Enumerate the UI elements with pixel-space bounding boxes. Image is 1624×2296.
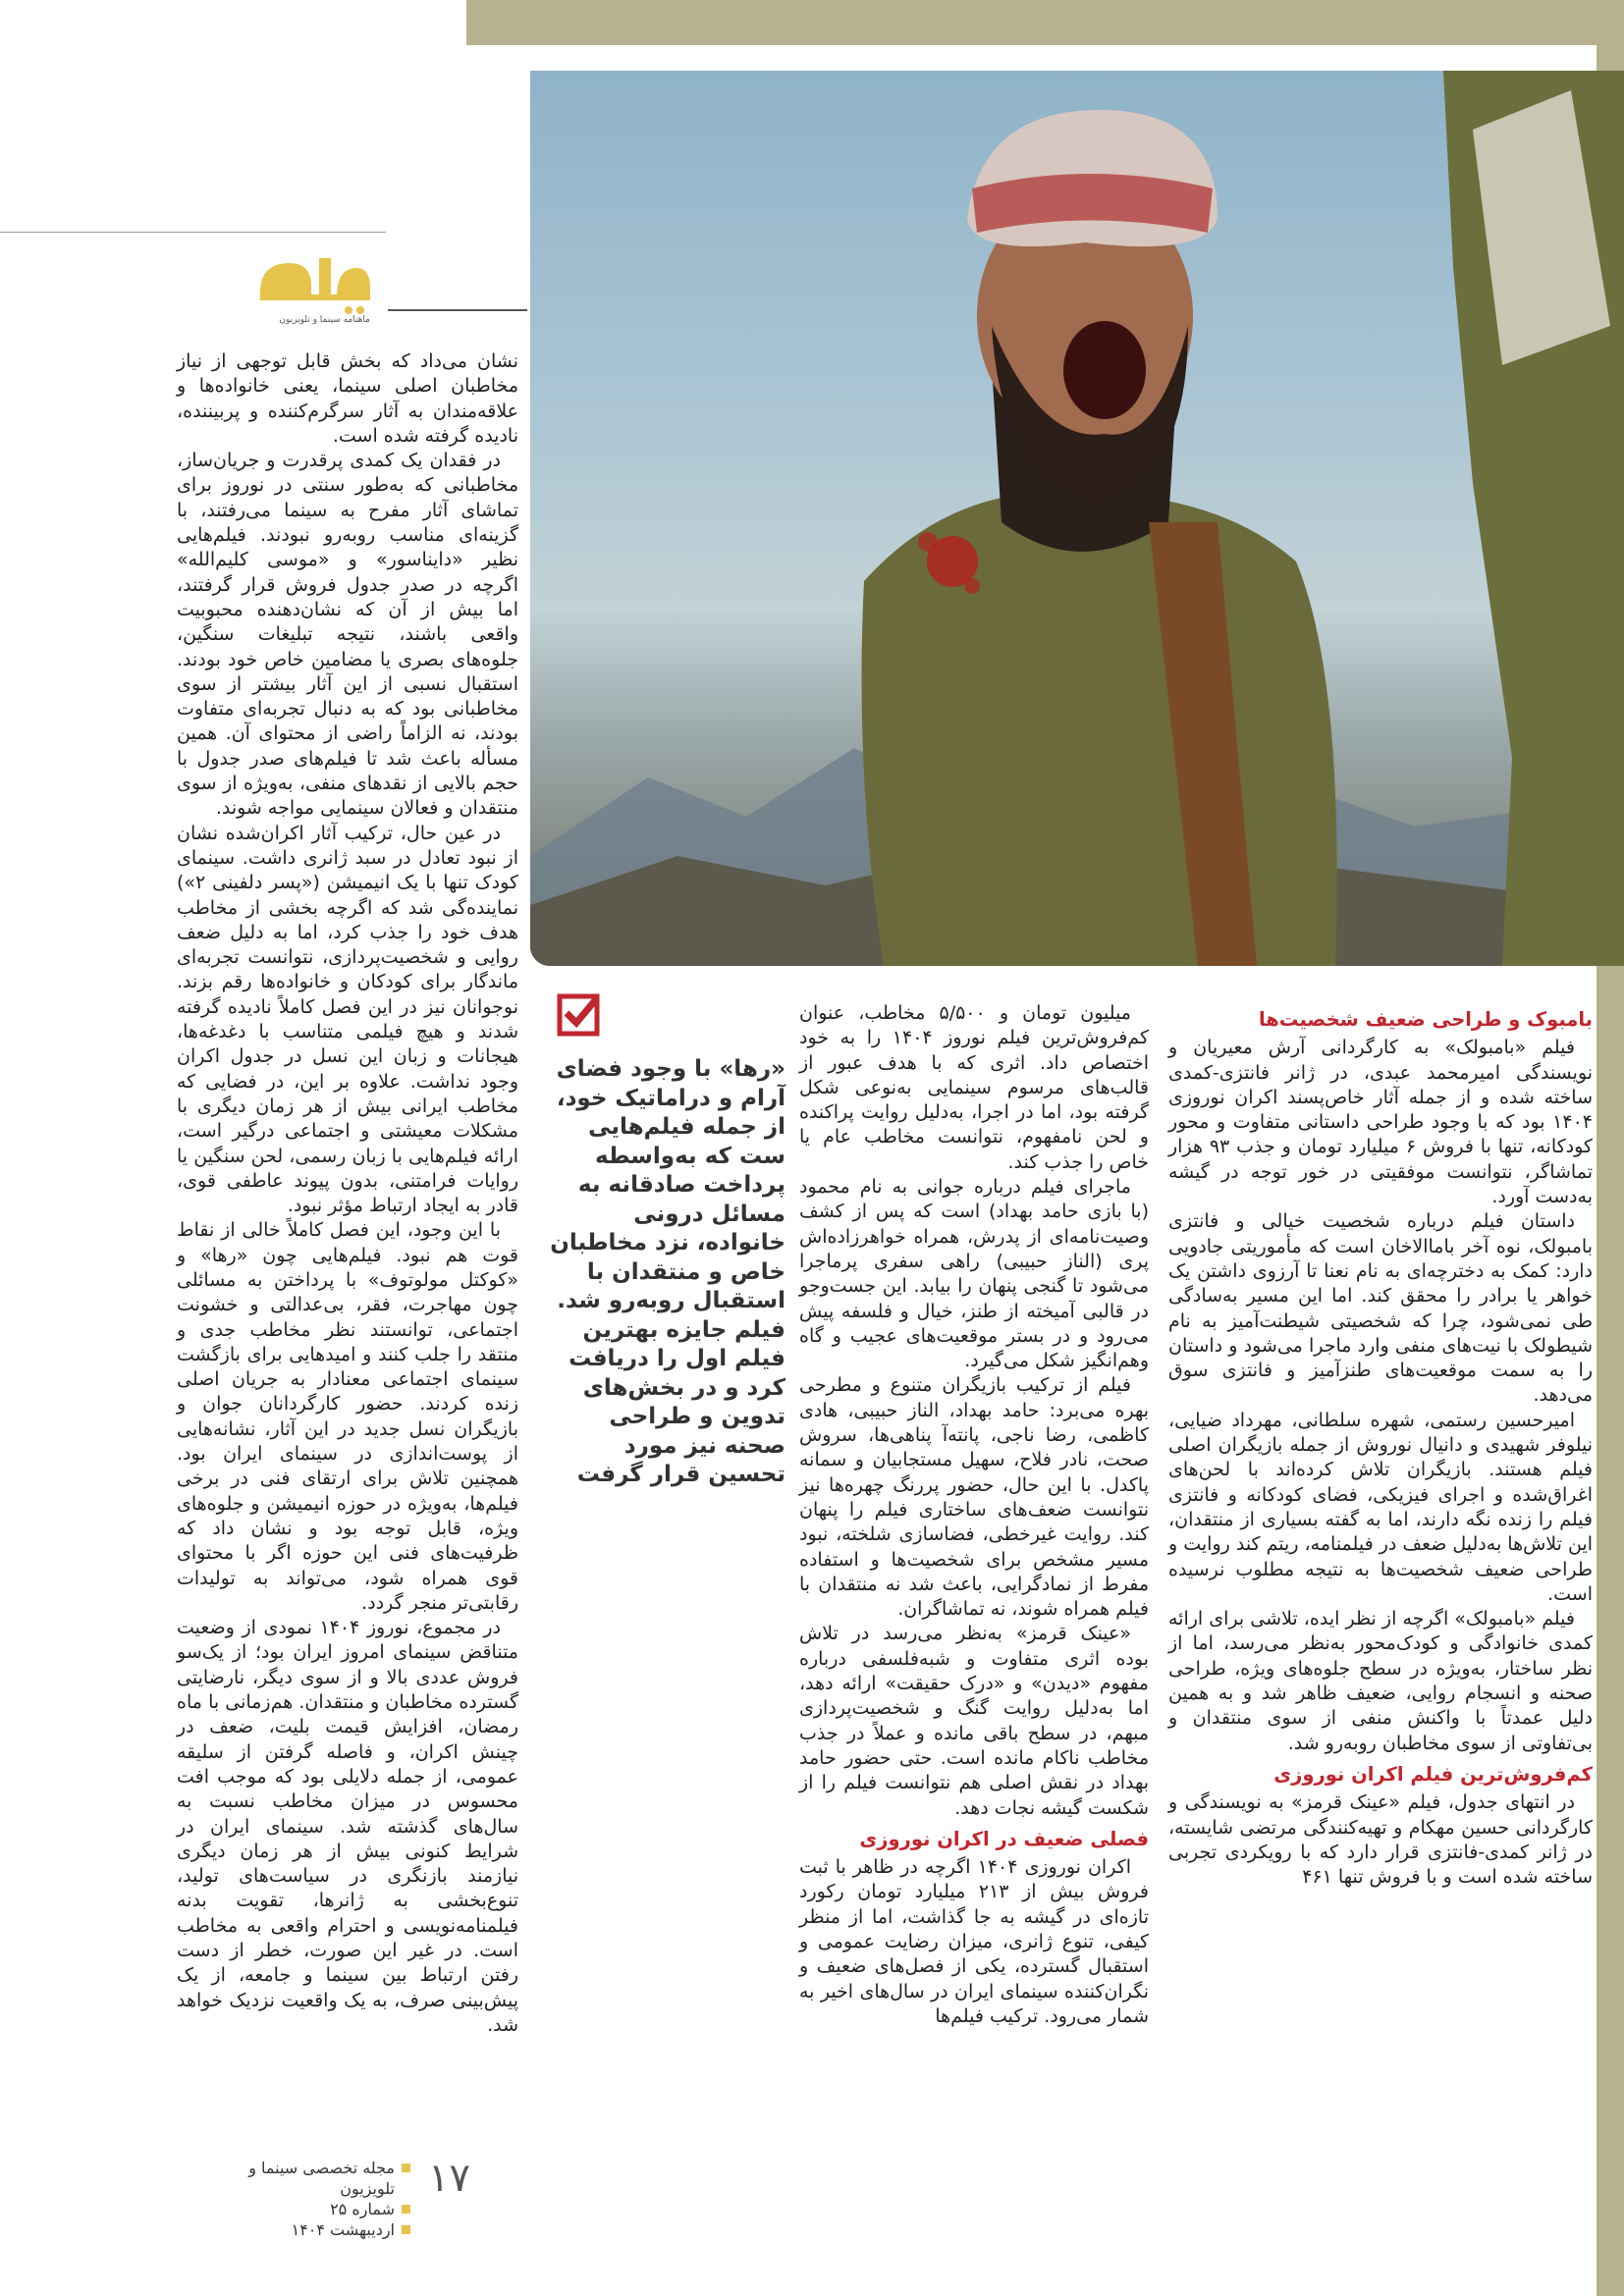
film-still-photo (530, 71, 1624, 966)
paragraph: در فقدان یک کمدی پرقدرت و جریان‌ساز، مخاطبانی که به‌طور سنتی در نوروز برای تماشای آثار مفرح به سینما می‌رفتند، با گزینه‌ای مناسب روبه‌رو نبودند. فیلم‌هایی نظیر «دایناسور» و «موسی کلیم‌الله» اگرچه در صدر جدول فروش قرار گرفتند، اما بیش از آن که نشان‌دهنده محبوبیت واقعی باشند، نتیجه تبلیغات سنگین، جلوه‌های بصری یا مضامین خاص خود بودند. استقبال نسبی از این آثار بیشتر از سوی مخاطبانی بود که به دنبال تجربه‌ای متفاوت بودند، نه الزاماً راضی از محتوای آن. همین مسأله باعث شد تا فیلم‌های صدر جدول با حجم بالایی از نقدهای منفی، به‌ویژه از سوی منتقدان و فعالان سینمایی مواجه شوند. (177, 450, 518, 820)
paragraph: در عین حال، ترکیب آثار اکران‌شده نشان از نبود تعادل در سبد ژانری داشت. سینمای کودک تنها با یک انیمیشن («پسر دلفینی ۲») نماینده‌گی شد که اگرچه بخشی از مخاطب هدف خود را جذب کرد، اما به دلیل ضعف روایی و شخصیت‌پردازی، نتوانست تجربه‌ای ماندگار برای کودکان و خانواده‌ها رقم بزند. نوجوانان نیز در این فصل کاملاً نادیده گرفته شدند و هیچ فیلمی متناسب با دغدغه‌ها، هیجانات و زبان این نسل در جدول اکران وجود نداشت. علاوه بر این، در فضایی که مخاطب ایرانی بیش از هر زمان دیگری با مشکلات معیشتی و اجتماعی درگیر است، ارائه فیلم‌هایی با زبان رسمی، لحن سنگین یا روایات فرامتنی، بدون پیوند عاطفی قوی، قادر به ایجاد ارتباط مؤثر نبود. (177, 822, 518, 1217)
pull-quote: «رها» با وجود فضای آرام و دراماتیک خود، از جمله فیلم‌هایی‌ ست که به‌واسطه پرداخت صادقانه به مسائل درونی خانواده، نزد مخاطبان خاص و منتقدان با استقبال روبه‌رو شد. فیلم جایزه بهترین فیلم اول را دریافت کرد و در بخش‌های تدوین و طراحی صحنه نیز مورد تحسین قرار گرفت (550, 1056, 785, 1487)
photo-illustration (530, 71, 1624, 966)
paragraph: میلیون تومان و ۵/۵۰۰ مخاطب، عنوان کم‌فروش‌ترین فیلم نوروز ۱۴۰۴ را به خود اختصاص داد. اثری که با هدف عبور از قالب‌های مرسوم سینمایی به‌نوعی شکل گرفته بود، اما در اجرا، به‌دلیل روایت پراکنده و لحن نامفهوم، نتوانست مخاطب عام یا خاص را جذب کند. (799, 1002, 1149, 1173)
section-heading: بامبوک و طراحی ضعیف شخصیت‌ها (1258, 1008, 1593, 1031)
paragraph: «عینک قرمز» به‌نظر می‌رسد در تلاش بوده اثری متفاوت و شبه‌فلسفی درباره مفهوم «دیدن» و «درک حقیقت» ارائه دهد، اما به‌دلیل روایت گنگ و شخصیت‌پردازی مبهم، در سطح باقی مانده و عملاً در جذب مخاطب ناکام مانده است. حتی حضور حامد بهداد در نقش اصلی هم نتوانست فیلم را از شکست گیشه نجات دهد. (799, 1623, 1149, 1819)
article-column-left (177, 349, 518, 2038)
article-column-middle (799, 1001, 1149, 2029)
paragraph: در مجموع، نوروز ۱۴۰۴ نمودی از وضعیت متناقض سینمای امروز ایران بود؛ از یک‌سو فروش عددی بالا و از سوی دیگر، نارضایتی گسترده مخاطبان و منتقدان. هم‌زمانی با ماه رمضان، افزایش قیمت بلیت، ضعف در چینش اکران، و فاصله گرفتن از سلیقه عمومی، از جمله دلایلی بود که موجب افت محسوس در میزان مخاطب نسبت به سال‌های گذشته شد. سینمای ایران در شرایط کنونی بیش از هر زمان دیگری نیازمند بازنگری در سیاست‌های تولید، تنوع‌بخشی به ژانرها، تقویت بدنه فیلمنامه‌نویسی و احترام واقعی به مخاطب است. در غیر این صورت، خطر از دست رفتن ارتباط بین سینما و جامعه، از یک پیش‌بینی صرف، به یک واقعیت نزدیک خواهد شد. (177, 1617, 518, 2036)
top-color-band (466, 0, 1624, 45)
magazine-logo (250, 243, 373, 328)
svg-text:ماهنامه سینما و تلویزیون: ماهنامه سینما و تلویزیون (279, 315, 370, 325)
page-number: ۱۷ (428, 2156, 470, 2201)
section-heading: کم‌فروش‌ترین فیلم اکران نوروزی (1273, 1762, 1593, 1786)
checkmark-box-icon (557, 993, 600, 1037)
paragraph: نشان می‌داد که بخش قابل توجهی از نیاز مخاطبان اصلی سینما، یعنی خانواده‌ها و علاقه‌مندان به آثار سرگرم‌کننده و پربیننده، نادیده گرفته شده است. (177, 350, 518, 447)
paragraph: فیلم «بامبولک» به کارگردانی آرش معیریان و نویسندگی امیرمحمد عبدی، در ژانر فانتزی-کمدی ساخته شده و از جمله آثار خاص‌پسند اکران نوروزی ۱۴۰۴ بود که با وجود طراحی داستانی متفاوت و محور کودکانه، تنها با فروش ۶ میلیارد تومان و جذب ۹۳ هزار تماشاگر، نتوانست موفقیتی در خور توجه در گیشه به‌دست آورد. (1168, 1037, 1593, 1208)
paragraph: فیلم از ترکیب بازیگران متنوع و مطرحی بهره می‌برد: حامد بهداد، الناز حبیبی، هادی کاظمی، رضا ناجی، پانته‌آ پناهی‌ها، سروش صحت، نادر فلاح، سهیل مستجابیان و سمانه پاکدل. با این حال، حضور پررنگ چهره‌ها نیز نتوانست ضعف‌های ساختاری فیلم را پنهان کند. روایت غیرخطی، فضاسازی شلخته، نبود مسیر مشخص برای شخصیت‌ها و استفاده مفرط از نمادگرایی، باعث شد نه منتقدان با فیلم همراه شوند، نه تماشاگران. (799, 1374, 1149, 1621)
saba-logo-icon (250, 243, 373, 328)
section-heading: فصلی ضعیف در اکران نوروزی (859, 1827, 1149, 1850)
paragraph: اکران نوروزی ۱۴۰۴ اگرچه در ظاهر با ثبت فروش بیش از ۲۱۳ میلیارد تومان رکورد تازه‌ای در گیشه به جا گذاشت، اما از منظر کیفی، تنوع ژانری، میزان رضایت عمومی و استقبال گسترده، یکی از فصل‌های ضعیف و نگران‌کننده سینمای ایران در سال‌های اخیر به شمار می‌رود. ترکیب فیلم‌ها (799, 1856, 1149, 2027)
paragraph: فیلم «بامبولک» اگرچه از نظر ایده، تلاشی برای ارائه کمدی خانوادگی و کودک‌محور به‌نظر می‌رسد، اما از نظر ساختار، به‌ویژه در سطح جلوه‌های ویژه، طراحی صحنه و انسجام روایی، ضعیف ظاهر شد و به همین دلیل عمدتاً با واکنش منفی از سوی منتقدان و بی‌تفاوتی از سوی مخاطبان روبه‌رو شد. (1168, 1608, 1593, 1754)
logo-bottom-rule (388, 309, 527, 311)
paragraph: ماجرای فیلم درباره جوانی به نام محمود (با بازی حامد بهداد) است که پس از کشف وصیت‌نامه‌ای از پدرش، همراه خواهرزاده‌اش پری (الناز حبیبی) راهی سفری پرماجرا می‌شود تا گنجی پنهان را بیابد. این جست‌وجو در قالبی آمیخته از طنز، خیال و فلسفه پیش می‌رود و در بستر موقعیت‌های عجیب و گاه وهم‌انگیز شکل می‌گیرد. (799, 1176, 1149, 1372)
footer-info (226, 2158, 410, 2240)
paragraph: داستان فیلم درباره شخصیت خیالی و فانتزی بامبولک، نوه آخر باماالاخان است که مأموریتی جادویی دارد: کمک به دخترچه‌ای به نام نعنا تا آرزوی داشتن یک خواهر یا برادر را محقق کند. اما این مسیر به‌سادگی طی نمی‌شود، چرا که شخصیتی شیطنت‌آمیز به نام شیطولک با نیت‌های منفی وارد ماجرا می‌شود و داستان را به سمت موقعیت‌های طنزآمیز و فانتزی سوق می‌دهد. (1168, 1210, 1593, 1407)
footer-issue: شماره ۲۵ (226, 2199, 410, 2219)
paragraph: در انتهای جدول، فیلم «عینک قرمز» به نویسندگی و کارگردانی حسین مهکام و تهیه‌کنندگی مرتضی شایسته، در ژانر کمدی-فانتزی قرار دارد که با رویکردی تجربی ساخته شده است و با فروش تنها ۴۶۱ (1168, 1791, 1593, 1889)
article-column-right (1168, 1001, 1593, 1890)
logo-top-rule (0, 232, 386, 233)
footer-magazine: مجله تخصصی سینما و تلویزیون (226, 2158, 410, 2199)
paragraph: با این وجود، این فصل کاملاً خالی از نقاط قوت هم نبود. فیلم‌هایی چون «رها» و «کوکتل مولوتوف» با پرداختن به مسائلی چون مهاجرت، فقر، بی‌عدالتی و خشونت اجتماعی، توانستند نظر مخاطب جدی و منتقد را جلب کنند و امیدهایی برای بازگشت سینمای اجتماعی معنادار به جریان اصلی زنده کردند. حضور کارگردانان جوان و بازیگران نسل جدید در این آثار، نشانه‌هایی از پوست‌اندازی در سینمای ایران بود. همچنین تلاش برای ارتقای فنی در برخی فیلم‌ها، به‌ویژه در حوزه انیمیشن و جلوه‌های ویژه، قابل توجه بود و نشان داد که ظرفیت‌های فنی این حوزه اگر با محتوای قوی همراه شود، می‌تواند به تولیدات رقابتی‌تر منجر گردد. (177, 1219, 518, 1614)
paragraph: امیرحسین رستمی، شهره سلطانی، مهرداد ضیایی، نیلوفر شهیدی و دانیال نوروش از جمله بازیگران اصلی فیلم هستند. بازیگران تلاش کرده‌اند با لحن‌های اغراق‌شده و اجرای فیزیکی، فضای کودکانه و فانتزی فیلم را زنده نگه دارند، اما به گفته بسیاری از منتقدان، این تلاش‌ها به‌دلیل ضعف در فیلمنامه، ریتم کند روایت و طراحی ضعیف شخصیت‌ها به نتیجه مطلوب نرسیده است. (1168, 1409, 1593, 1605)
footer-date: اردیبهشت ۱۴۰۴ (226, 2219, 410, 2240)
